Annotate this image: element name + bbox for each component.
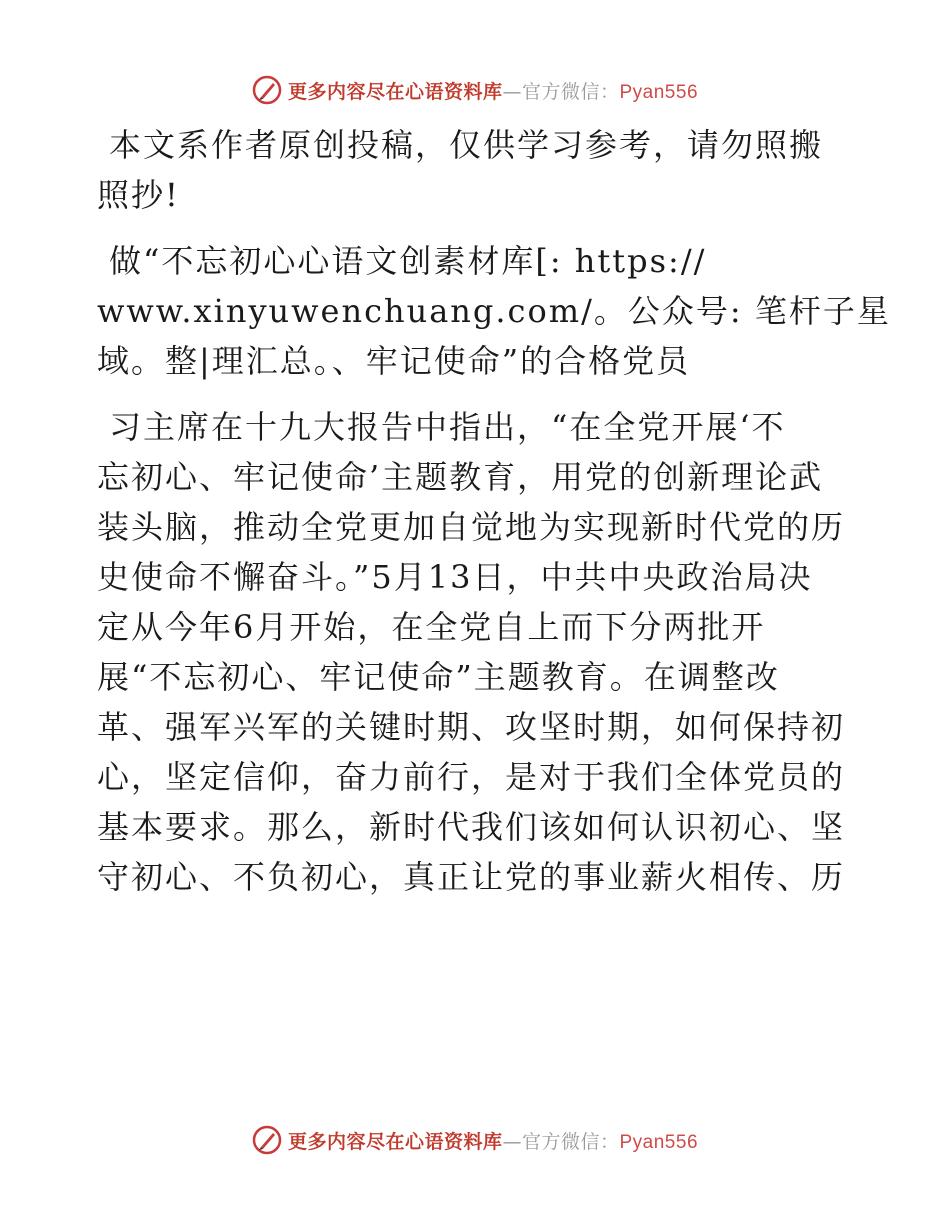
watermark-brand: 更多内容尽在心语资料库 <box>287 80 503 103</box>
text-line: 革、强军兴军的关键时期、攻坚时期，如何保持初 <box>97 708 846 746</box>
quill-logo-icon <box>252 1125 282 1155</box>
watermark-separator: — <box>502 1130 522 1153</box>
text-line: 守初心、不负初心，真正让党的事业薪火相传、历 <box>97 858 846 896</box>
text-line: 基本要求。那么，新时代我们该如何认识初心、坚 <box>97 808 846 846</box>
text-line: 域。整|理汇总。、牢记使命”的合格党员 <box>97 342 691 380</box>
text-line: 习主席在十九大报告中指出，“在全党开展‘不 <box>109 408 786 446</box>
header-watermark <box>0 70 950 110</box>
quill-logo-icon <box>252 75 282 105</box>
watermark-id: Pyan556 <box>619 81 699 103</box>
watermark-label: 官方微信： <box>521 1130 620 1153</box>
text-line: 定从今年6月开始，在全党自上而下分两批开 <box>97 608 766 646</box>
paragraph-title <box>97 236 891 386</box>
text-line: www.xinyuwenchuang.com/。公众号: 笔杆子星 <box>97 292 891 330</box>
text-line: 做“不忘初心心语文创素材库[: https:// <box>109 242 707 280</box>
watermark-text <box>288 77 698 104</box>
paragraph-disclaimer <box>97 120 857 220</box>
watermark-separator: — <box>502 80 522 103</box>
watermark-id: Pyan556 <box>619 1131 699 1153</box>
footer-watermark <box>0 1120 950 1160</box>
watermark-brand: 更多内容尽在心语资料库 <box>287 1130 503 1153</box>
text-line: 心，坚定信仰，奋力前行，是对于我们全体党员的 <box>97 758 846 796</box>
text-line: 忘初心、牢记使命’主题教育，用党的创新理论武 <box>97 458 824 496</box>
text-line: 装头脑，推动全党更加自觉地为实现新时代党的历 <box>97 508 846 546</box>
text-line: 照抄! <box>97 176 180 214</box>
watermark-label: 官方微信： <box>521 80 620 103</box>
document-body <box>97 120 891 918</box>
text-line: 本文系作者原创投稿，仅供学习参考，请勿照搬 <box>109 126 824 164</box>
paragraph-main <box>97 402 857 902</box>
text-line: 展“不忘初心、牢记使命”主题教育。在调整改 <box>97 658 780 696</box>
watermark-text <box>288 1127 698 1154</box>
text-line: 史使命不懈奋斗。”5月13日，中共中央政治局决 <box>97 558 813 596</box>
